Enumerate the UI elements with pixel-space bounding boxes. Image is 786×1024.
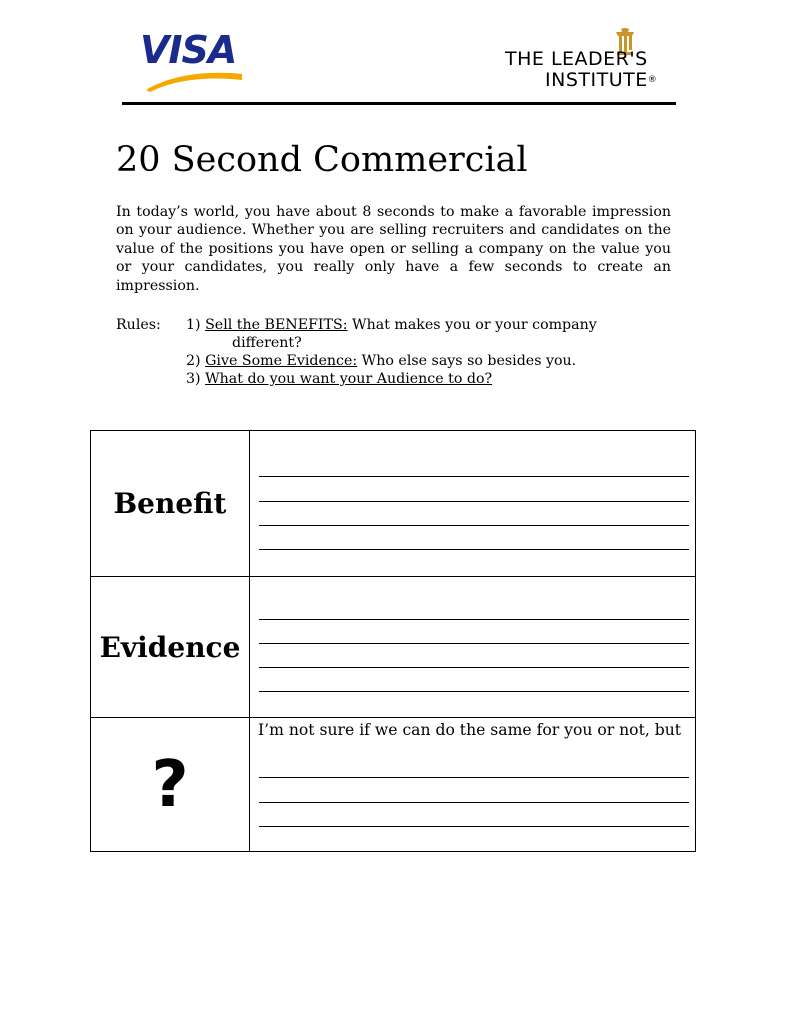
call-to-action-row	[91, 718, 695, 851]
write-line[interactable]	[259, 549, 689, 550]
commercial-worksheet-table	[90, 430, 696, 852]
write-line[interactable]	[259, 476, 689, 477]
write-line[interactable]	[259, 525, 689, 526]
rule-item-1	[186, 316, 597, 334]
evidence-label: Evidence	[91, 577, 250, 717]
write-line[interactable]	[259, 643, 689, 644]
write-line[interactable]	[259, 691, 689, 692]
write-line[interactable]	[259, 777, 689, 778]
leaders-institute-logo	[505, 28, 675, 94]
write-line[interactable]	[259, 501, 689, 502]
call-to-action-prompt: I’m not sure if we can do the same for you or not, but	[258, 721, 682, 739]
registered-mark: ®	[647, 75, 658, 85]
evidence-row	[91, 577, 695, 718]
intro-paragraph: In today’s world, you have about 8 seconds to make a favorable impression on your audience. Whether you are selling recruiters and candidates on the value of the positions you have open or selling a company on the value you or your candidates, you really only have a few seconds to create an impression.	[116, 204, 671, 294]
write-line[interactable]	[259, 826, 689, 827]
institute-name-line1: THE LEADER'S	[505, 48, 648, 70]
institute-name-line2-text: INSTITUTE	[545, 69, 648, 91]
visa-logo-text: VISA	[140, 28, 237, 72]
benefit-row	[91, 431, 695, 577]
visa-swoosh-icon	[144, 66, 244, 92]
visa-logo	[140, 30, 244, 94]
rule-item-2	[186, 352, 576, 370]
rule-heading: Give Some Evidence:	[205, 353, 358, 369]
rule-number: 2)	[186, 353, 201, 369]
header-divider	[122, 102, 676, 105]
rule-item-1-continuation: different?	[232, 335, 302, 351]
rule-heading: Sell the BENEFITS:	[205, 317, 348, 333]
page-title: 20 Second Commercial	[116, 140, 528, 180]
institute-name-line2	[545, 69, 657, 91]
rule-number: 1)	[186, 317, 201, 333]
rule-text: What makes you or your company	[347, 317, 597, 333]
question-mark-label: ?	[91, 718, 250, 851]
rule-heading: What do you want your Audience to do?	[205, 371, 493, 387]
write-line[interactable]	[259, 619, 689, 620]
write-line[interactable]	[259, 802, 689, 803]
benefit-label: Benefit	[91, 431, 250, 576]
rule-number: 3)	[186, 371, 201, 387]
rule-text: Who else says so besides you.	[357, 353, 577, 369]
write-line[interactable]	[259, 667, 689, 668]
rules-label: Rules:	[116, 317, 161, 333]
rule-item-3	[186, 370, 492, 388]
